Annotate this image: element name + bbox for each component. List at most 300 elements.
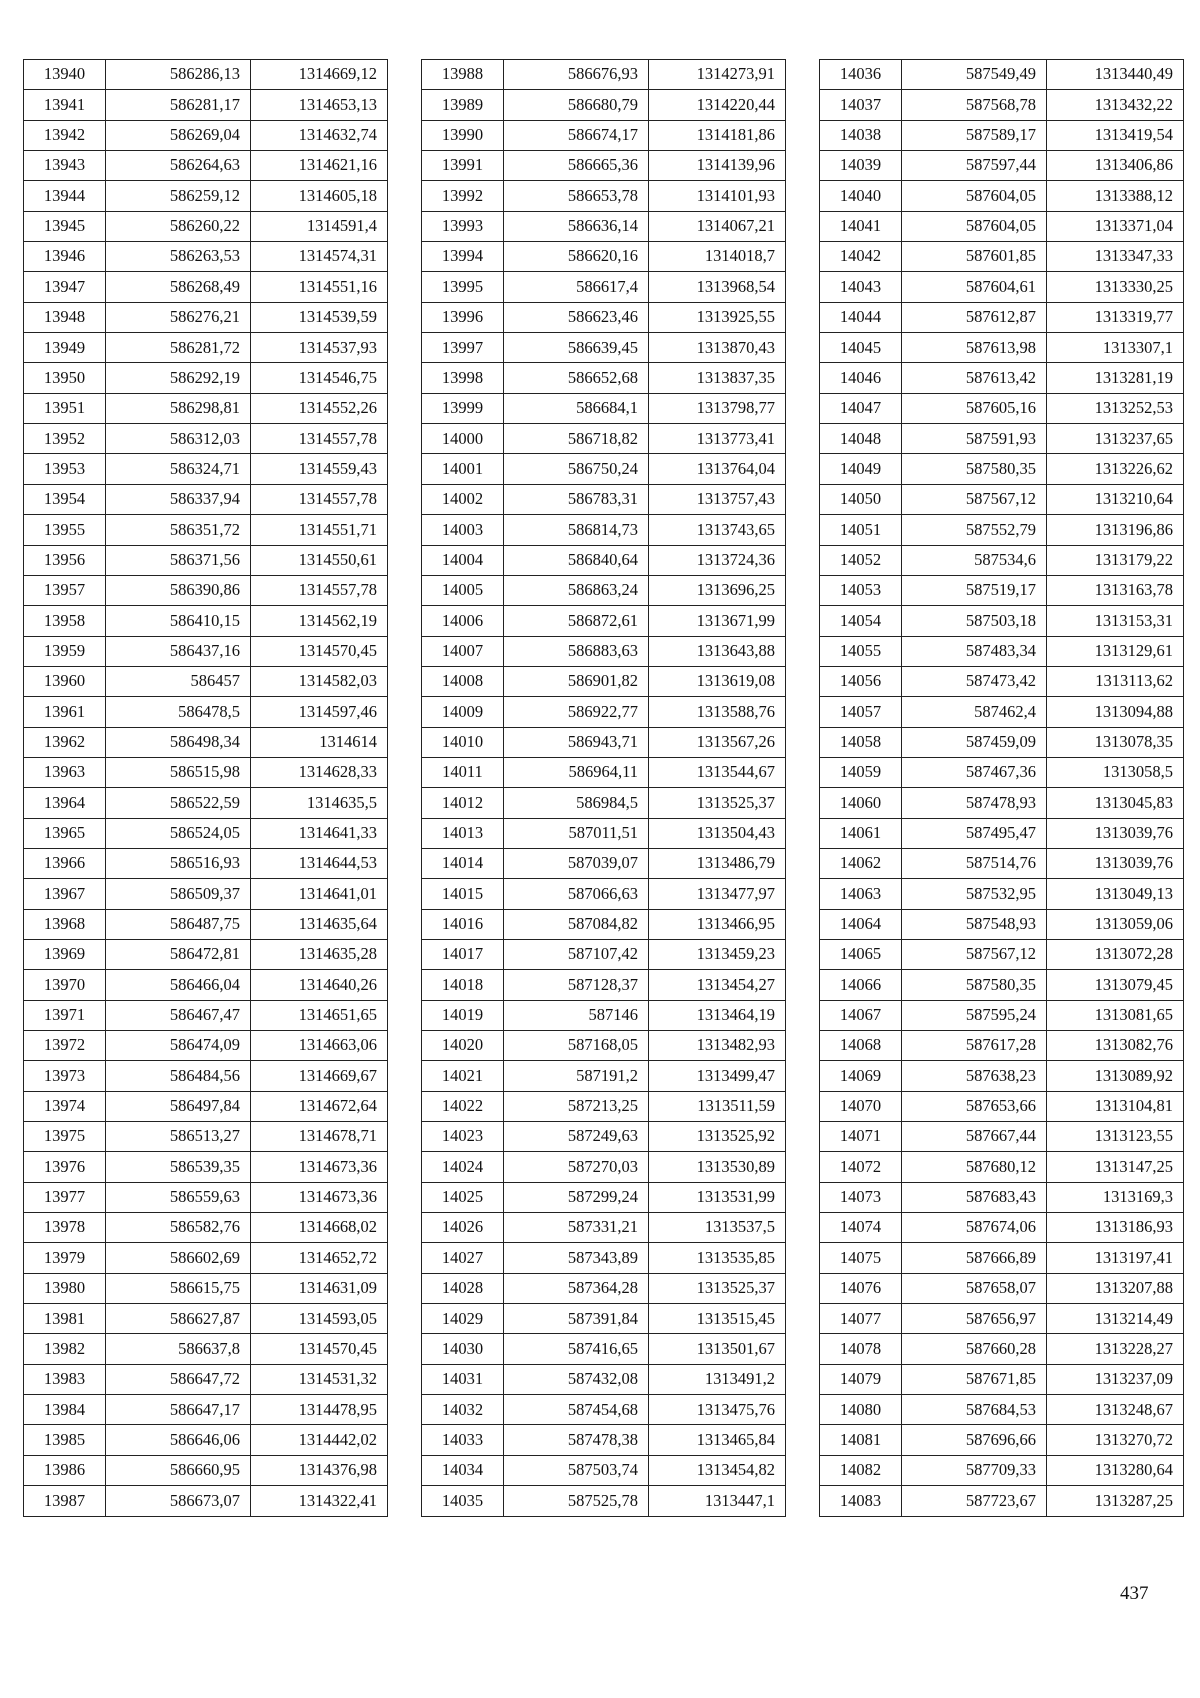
point-id-cell: 13997 — [422, 333, 504, 363]
table-row — [820, 1152, 1184, 1182]
table-row — [422, 1425, 786, 1455]
x-coordinate-cell: 586943,71 — [504, 727, 649, 757]
y-coordinate-cell: 1314101,93 — [649, 181, 786, 211]
y-coordinate-cell: 1313870,43 — [649, 333, 786, 363]
table-row — [422, 666, 786, 696]
y-coordinate-cell: 1314605,18 — [251, 181, 388, 211]
y-coordinate-cell: 1314653,13 — [251, 90, 388, 120]
y-coordinate-cell: 1314614 — [251, 727, 388, 757]
x-coordinate-cell: 586268,49 — [106, 272, 251, 302]
x-coordinate-cell: 586474,09 — [106, 1031, 251, 1061]
y-coordinate-cell: 1313123,55 — [1047, 1122, 1184, 1152]
point-id-cell: 13978 — [24, 1213, 106, 1243]
table-row — [422, 1213, 786, 1243]
x-coordinate-cell: 586264,63 — [106, 151, 251, 181]
y-coordinate-cell: 1314593,05 — [251, 1304, 388, 1334]
y-coordinate-cell: 1313724,36 — [649, 545, 786, 575]
point-id-cell: 14023 — [422, 1122, 504, 1152]
table-row — [24, 333, 388, 363]
point-id-cell: 14048 — [820, 424, 902, 454]
table-row — [24, 1182, 388, 1212]
point-id-cell: 13975 — [24, 1122, 106, 1152]
table-row — [820, 1364, 1184, 1394]
point-id-cell: 13973 — [24, 1061, 106, 1091]
x-coordinate-cell: 586602,69 — [106, 1243, 251, 1273]
x-coordinate-cell: 586718,82 — [504, 424, 649, 454]
table-row — [422, 939, 786, 969]
y-coordinate-cell: 1314018,7 — [649, 242, 786, 272]
point-id-cell: 14014 — [422, 848, 504, 878]
point-id-cell: 14049 — [820, 454, 902, 484]
y-coordinate-cell: 1313525,92 — [649, 1122, 786, 1152]
point-id-cell: 14039 — [820, 151, 902, 181]
table-row — [422, 697, 786, 727]
x-coordinate-cell: 586472,81 — [106, 939, 251, 969]
point-id-cell: 14034 — [422, 1455, 504, 1485]
x-coordinate-cell: 586676,93 — [504, 60, 649, 90]
table-row — [422, 1455, 786, 1485]
x-coordinate-cell: 587146 — [504, 1000, 649, 1030]
y-coordinate-cell: 1313773,41 — [649, 424, 786, 454]
point-id-cell: 13986 — [24, 1455, 106, 1485]
table-row — [24, 1334, 388, 1364]
x-coordinate-cell: 586665,36 — [504, 151, 649, 181]
y-coordinate-cell: 1313237,09 — [1047, 1364, 1184, 1394]
x-coordinate-cell: 587613,98 — [902, 333, 1047, 363]
y-coordinate-cell: 1313045,83 — [1047, 788, 1184, 818]
x-coordinate-cell: 586623,46 — [504, 302, 649, 332]
point-id-cell: 14079 — [820, 1364, 902, 1394]
x-coordinate-cell: 587567,12 — [902, 939, 1047, 969]
x-coordinate-cell: 587514,76 — [902, 848, 1047, 878]
y-coordinate-cell: 1314673,36 — [251, 1182, 388, 1212]
point-id-cell: 14083 — [820, 1486, 902, 1516]
x-coordinate-cell: 586478,5 — [106, 697, 251, 727]
y-coordinate-cell: 1313757,43 — [649, 484, 786, 514]
y-coordinate-cell: 1314635,5 — [251, 788, 388, 818]
table-row — [24, 970, 388, 1000]
x-coordinate-cell: 587709,33 — [902, 1455, 1047, 1485]
point-id-cell: 14071 — [820, 1122, 902, 1152]
table-row — [422, 181, 786, 211]
x-coordinate-cell: 587684,53 — [902, 1395, 1047, 1425]
table-row — [820, 1304, 1184, 1334]
table-row — [24, 1486, 388, 1516]
x-coordinate-cell: 587548,93 — [902, 909, 1047, 939]
y-coordinate-cell: 1314570,45 — [251, 636, 388, 666]
y-coordinate-cell: 1314663,06 — [251, 1031, 388, 1061]
table-row — [422, 1182, 786, 1212]
point-id-cell: 13989 — [422, 90, 504, 120]
x-coordinate-cell: 587191,2 — [504, 1061, 649, 1091]
table-row — [820, 666, 1184, 696]
y-coordinate-cell: 1313515,45 — [649, 1304, 786, 1334]
y-coordinate-cell: 1314668,02 — [251, 1213, 388, 1243]
table-row — [422, 788, 786, 818]
table-row — [820, 939, 1184, 969]
table-row — [820, 1486, 1184, 1516]
y-coordinate-cell: 1313039,76 — [1047, 818, 1184, 848]
x-coordinate-cell: 587656,97 — [902, 1304, 1047, 1334]
y-coordinate-cell: 1313482,93 — [649, 1031, 786, 1061]
table-row — [24, 60, 388, 90]
x-coordinate-cell: 587617,28 — [902, 1031, 1047, 1061]
point-id-cell: 13942 — [24, 120, 106, 150]
table-row — [24, 545, 388, 575]
point-id-cell: 14073 — [820, 1182, 902, 1212]
x-coordinate-cell: 587299,24 — [504, 1182, 649, 1212]
point-id-cell: 13946 — [24, 242, 106, 272]
y-coordinate-cell: 1314570,45 — [251, 1334, 388, 1364]
y-coordinate-cell: 1313588,76 — [649, 697, 786, 727]
point-id-cell: 14007 — [422, 636, 504, 666]
table-row — [422, 1395, 786, 1425]
table-row — [422, 120, 786, 150]
table-row — [24, 909, 388, 939]
x-coordinate-cell: 587696,66 — [902, 1425, 1047, 1455]
y-coordinate-cell: 1314531,32 — [251, 1364, 388, 1394]
table-row — [820, 697, 1184, 727]
point-id-cell: 14080 — [820, 1395, 902, 1425]
table-row — [24, 302, 388, 332]
x-coordinate-cell: 586515,98 — [106, 757, 251, 787]
point-id-cell: 14035 — [422, 1486, 504, 1516]
x-coordinate-cell: 586259,12 — [106, 181, 251, 211]
point-id-cell: 14038 — [820, 120, 902, 150]
point-id-cell: 14042 — [820, 242, 902, 272]
table-row — [422, 757, 786, 787]
table-row — [422, 515, 786, 545]
point-id-cell: 14082 — [820, 1455, 902, 1485]
y-coordinate-cell: 1313388,12 — [1047, 181, 1184, 211]
x-coordinate-cell: 587331,21 — [504, 1213, 649, 1243]
table-row — [422, 1152, 786, 1182]
table-row — [24, 1091, 388, 1121]
point-id-cell: 13944 — [24, 181, 106, 211]
table-row — [24, 1213, 388, 1243]
table-row — [24, 1455, 388, 1485]
point-id-cell: 14064 — [820, 909, 902, 939]
y-coordinate-cell: 1313798,77 — [649, 393, 786, 423]
point-id-cell: 13964 — [24, 788, 106, 818]
x-coordinate-cell: 587478,38 — [504, 1425, 649, 1455]
x-coordinate-cell: 586652,68 — [504, 363, 649, 393]
table-row — [422, 1304, 786, 1334]
x-coordinate-cell: 587660,28 — [902, 1334, 1047, 1364]
x-coordinate-cell: 587680,12 — [902, 1152, 1047, 1182]
x-coordinate-cell: 587525,78 — [504, 1486, 649, 1516]
x-coordinate-cell: 587391,84 — [504, 1304, 649, 1334]
table-row — [820, 545, 1184, 575]
table-row — [820, 575, 1184, 605]
y-coordinate-cell: 1313499,47 — [649, 1061, 786, 1091]
point-id-cell: 14020 — [422, 1031, 504, 1061]
point-id-cell: 13999 — [422, 393, 504, 423]
point-id-cell: 13963 — [24, 757, 106, 787]
point-id-cell: 13951 — [24, 393, 106, 423]
table-row — [24, 272, 388, 302]
table-row — [24, 1000, 388, 1030]
table-row — [24, 363, 388, 393]
point-id-cell: 14012 — [422, 788, 504, 818]
x-coordinate-cell: 587597,44 — [902, 151, 1047, 181]
x-coordinate-cell: 586371,56 — [106, 545, 251, 575]
point-id-cell: 14063 — [820, 879, 902, 909]
x-coordinate-cell: 586627,87 — [106, 1304, 251, 1334]
x-coordinate-cell: 586617,4 — [504, 272, 649, 302]
y-coordinate-cell: 1314550,61 — [251, 545, 388, 575]
y-coordinate-cell: 1314641,01 — [251, 879, 388, 909]
point-id-cell: 14046 — [820, 363, 902, 393]
y-coordinate-cell: 1313196,86 — [1047, 515, 1184, 545]
table-body — [422, 60, 786, 1517]
x-coordinate-cell: 587066,63 — [504, 879, 649, 909]
y-coordinate-cell: 1313447,1 — [649, 1486, 786, 1516]
table-row — [820, 90, 1184, 120]
table-row — [422, 1031, 786, 1061]
table-row — [820, 606, 1184, 636]
table-row — [422, 60, 786, 90]
table-row — [820, 1395, 1184, 1425]
x-coordinate-cell: 586922,77 — [504, 697, 649, 727]
y-coordinate-cell: 1314322,41 — [251, 1486, 388, 1516]
table-row — [820, 393, 1184, 423]
y-coordinate-cell: 1314632,74 — [251, 120, 388, 150]
x-coordinate-cell: 587459,09 — [902, 727, 1047, 757]
x-coordinate-cell: 586410,15 — [106, 606, 251, 636]
point-id-cell: 14060 — [820, 788, 902, 818]
point-id-cell: 13968 — [24, 909, 106, 939]
y-coordinate-cell: 1313081,65 — [1047, 1000, 1184, 1030]
x-coordinate-cell: 586750,24 — [504, 454, 649, 484]
table-row — [820, 1061, 1184, 1091]
x-coordinate-cell: 587343,89 — [504, 1243, 649, 1273]
x-coordinate-cell: 587658,07 — [902, 1273, 1047, 1303]
table-row — [820, 1091, 1184, 1121]
x-coordinate-cell: 586487,75 — [106, 909, 251, 939]
table-row — [422, 484, 786, 514]
table-row — [24, 515, 388, 545]
y-coordinate-cell: 1313465,84 — [649, 1425, 786, 1455]
table-row — [24, 393, 388, 423]
table-row — [24, 1395, 388, 1425]
x-coordinate-cell: 587503,18 — [902, 606, 1047, 636]
point-id-cell: 14059 — [820, 757, 902, 787]
y-coordinate-cell: 1313281,19 — [1047, 363, 1184, 393]
point-id-cell: 13953 — [24, 454, 106, 484]
point-id-cell: 14040 — [820, 181, 902, 211]
point-id-cell: 14003 — [422, 515, 504, 545]
point-id-cell: 13949 — [24, 333, 106, 363]
table-row — [422, 1122, 786, 1152]
y-coordinate-cell: 1313968,54 — [649, 272, 786, 302]
table-row — [820, 970, 1184, 1000]
point-id-cell: 13958 — [24, 606, 106, 636]
x-coordinate-cell: 586615,75 — [106, 1273, 251, 1303]
table-row — [24, 151, 388, 181]
x-coordinate-cell: 586984,5 — [504, 788, 649, 818]
y-coordinate-cell: 1313226,62 — [1047, 454, 1184, 484]
point-id-cell: 13976 — [24, 1152, 106, 1182]
y-coordinate-cell: 1313078,35 — [1047, 727, 1184, 757]
point-id-cell: 13961 — [24, 697, 106, 727]
x-coordinate-cell: 586466,04 — [106, 970, 251, 1000]
point-id-cell: 13969 — [24, 939, 106, 969]
table-row — [422, 575, 786, 605]
table-row — [422, 151, 786, 181]
point-id-cell: 14050 — [820, 484, 902, 514]
y-coordinate-cell: 1313237,65 — [1047, 424, 1184, 454]
x-coordinate-cell: 586263,53 — [106, 242, 251, 272]
point-id-cell: 14016 — [422, 909, 504, 939]
point-id-cell: 14022 — [422, 1091, 504, 1121]
x-coordinate-cell: 587605,16 — [902, 393, 1047, 423]
point-id-cell: 14053 — [820, 575, 902, 605]
x-coordinate-cell: 586484,56 — [106, 1061, 251, 1091]
x-coordinate-cell: 586497,84 — [106, 1091, 251, 1121]
point-id-cell: 13982 — [24, 1334, 106, 1364]
y-coordinate-cell: 1314641,33 — [251, 818, 388, 848]
x-coordinate-cell: 587495,47 — [902, 818, 1047, 848]
point-id-cell: 14017 — [422, 939, 504, 969]
table-row — [820, 60, 1184, 90]
y-coordinate-cell: 1314551,16 — [251, 272, 388, 302]
x-coordinate-cell: 587478,93 — [902, 788, 1047, 818]
point-id-cell: 14068 — [820, 1031, 902, 1061]
x-coordinate-cell: 586783,31 — [504, 484, 649, 514]
table-row — [820, 1425, 1184, 1455]
y-coordinate-cell: 1314672,64 — [251, 1091, 388, 1121]
y-coordinate-cell: 1314478,95 — [251, 1395, 388, 1425]
point-id-cell: 14067 — [820, 1000, 902, 1030]
point-id-cell: 13990 — [422, 120, 504, 150]
y-coordinate-cell: 1313179,22 — [1047, 545, 1184, 575]
point-id-cell: 14062 — [820, 848, 902, 878]
table-row — [820, 1182, 1184, 1212]
table-row — [422, 818, 786, 848]
point-id-cell: 13956 — [24, 545, 106, 575]
x-coordinate-cell: 587638,23 — [902, 1061, 1047, 1091]
table-row — [24, 848, 388, 878]
x-coordinate-cell: 586281,72 — [106, 333, 251, 363]
point-id-cell: 14065 — [820, 939, 902, 969]
y-coordinate-cell: 1313440,49 — [1047, 60, 1184, 90]
y-coordinate-cell: 1314139,96 — [649, 151, 786, 181]
y-coordinate-cell: 1313330,25 — [1047, 272, 1184, 302]
y-coordinate-cell: 1313147,25 — [1047, 1152, 1184, 1182]
x-coordinate-cell: 586522,59 — [106, 788, 251, 818]
table-row — [820, 120, 1184, 150]
y-coordinate-cell: 1314220,44 — [649, 90, 786, 120]
x-coordinate-cell: 587567,12 — [902, 484, 1047, 514]
y-coordinate-cell: 1313248,67 — [1047, 1395, 1184, 1425]
table-row — [422, 1334, 786, 1364]
y-coordinate-cell: 1313477,97 — [649, 879, 786, 909]
x-coordinate-cell: 587462,4 — [902, 697, 1047, 727]
point-id-cell: 13952 — [24, 424, 106, 454]
table-row — [24, 788, 388, 818]
y-coordinate-cell: 1313525,37 — [649, 788, 786, 818]
y-coordinate-cell: 1313197,41 — [1047, 1243, 1184, 1273]
point-id-cell: 14019 — [422, 1000, 504, 1030]
point-id-cell: 14052 — [820, 545, 902, 575]
x-coordinate-cell: 587601,85 — [902, 242, 1047, 272]
x-coordinate-cell: 586513,27 — [106, 1122, 251, 1152]
table-row — [820, 1031, 1184, 1061]
table-row — [24, 1243, 388, 1273]
point-id-cell: 13965 — [24, 818, 106, 848]
x-coordinate-cell: 587107,42 — [504, 939, 649, 969]
x-coordinate-cell: 587534,6 — [902, 545, 1047, 575]
y-coordinate-cell: 1314597,46 — [251, 697, 388, 727]
y-coordinate-cell: 1313475,76 — [649, 1395, 786, 1425]
table-row — [24, 727, 388, 757]
point-id-cell: 13972 — [24, 1031, 106, 1061]
table-row — [422, 1273, 786, 1303]
table-row — [422, 1000, 786, 1030]
x-coordinate-cell: 587519,17 — [902, 575, 1047, 605]
x-coordinate-cell: 586673,07 — [106, 1486, 251, 1516]
x-coordinate-cell: 587591,93 — [902, 424, 1047, 454]
table-row — [422, 333, 786, 363]
table-row — [24, 242, 388, 272]
table-row — [422, 242, 786, 272]
x-coordinate-cell: 586647,17 — [106, 1395, 251, 1425]
point-id-cell: 14033 — [422, 1425, 504, 1455]
point-id-cell: 14013 — [422, 818, 504, 848]
point-id-cell: 14041 — [820, 211, 902, 241]
point-id-cell: 14070 — [820, 1091, 902, 1121]
table-row — [24, 697, 388, 727]
x-coordinate-cell: 587589,17 — [902, 120, 1047, 150]
x-coordinate-cell: 586620,16 — [504, 242, 649, 272]
x-coordinate-cell: 587270,03 — [504, 1152, 649, 1182]
x-coordinate-cell: 586509,37 — [106, 879, 251, 909]
x-coordinate-cell: 587364,28 — [504, 1273, 649, 1303]
x-coordinate-cell: 586437,16 — [106, 636, 251, 666]
y-coordinate-cell: 1314559,43 — [251, 454, 388, 484]
y-coordinate-cell: 1313454,82 — [649, 1455, 786, 1485]
table-row — [24, 575, 388, 605]
table-row — [422, 363, 786, 393]
y-coordinate-cell: 1314635,28 — [251, 939, 388, 969]
coordinates-table-3 — [819, 59, 1184, 1517]
y-coordinate-cell: 1313186,93 — [1047, 1213, 1184, 1243]
point-id-cell: 14061 — [820, 818, 902, 848]
point-id-cell: 13981 — [24, 1304, 106, 1334]
x-coordinate-cell: 586298,81 — [106, 393, 251, 423]
table-body — [24, 60, 388, 1517]
y-coordinate-cell: 1313671,99 — [649, 606, 786, 636]
table-row — [820, 1122, 1184, 1152]
table-row — [24, 666, 388, 696]
point-id-cell: 14078 — [820, 1334, 902, 1364]
x-coordinate-cell: 586660,95 — [106, 1455, 251, 1485]
y-coordinate-cell: 1313059,06 — [1047, 909, 1184, 939]
y-coordinate-cell: 1314552,26 — [251, 393, 388, 423]
y-coordinate-cell: 1313504,43 — [649, 818, 786, 848]
x-coordinate-cell: 586863,24 — [504, 575, 649, 605]
point-id-cell: 13996 — [422, 302, 504, 332]
point-id-cell: 14055 — [820, 636, 902, 666]
table-row — [820, 879, 1184, 909]
y-coordinate-cell: 1314067,21 — [649, 211, 786, 241]
y-coordinate-cell: 1313501,67 — [649, 1334, 786, 1364]
y-coordinate-cell: 1313072,28 — [1047, 939, 1184, 969]
x-coordinate-cell: 586680,79 — [504, 90, 649, 120]
table-row — [820, 302, 1184, 332]
point-id-cell: 13967 — [24, 879, 106, 909]
